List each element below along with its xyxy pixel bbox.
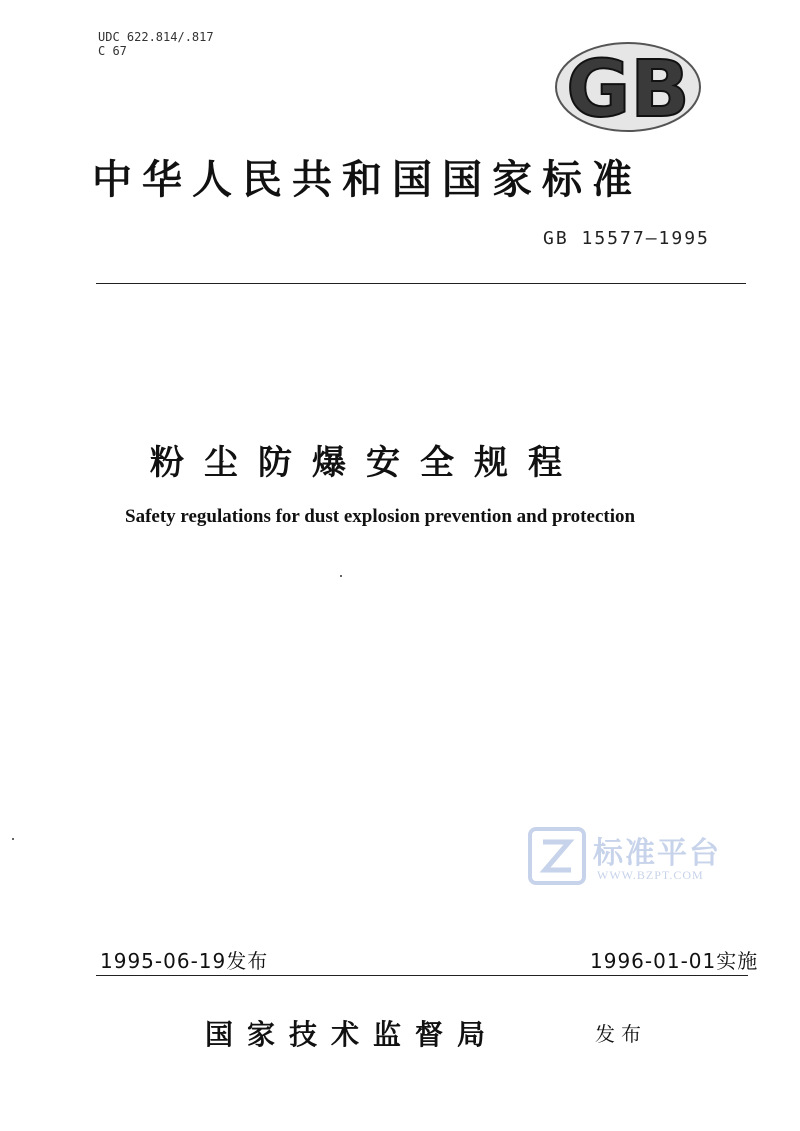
gb-logo xyxy=(553,40,703,135)
document-title-en: Safety regulations for dust explosion prevention and protection xyxy=(125,506,636,527)
udc-line: UDC 622.814/.817 xyxy=(98,30,214,44)
footer-divider xyxy=(96,975,748,976)
gb-logo-text: GB xyxy=(566,45,690,135)
document-title-cn: 粉尘防爆安全规程 xyxy=(150,443,582,483)
header-divider xyxy=(96,283,746,284)
scan-speck xyxy=(12,838,14,840)
watermark-text-cn: 标准平台 xyxy=(593,836,721,871)
publish-date: 1995-06-19发布 xyxy=(100,949,269,973)
classification-line: C 67 xyxy=(98,44,127,58)
scan-speck xyxy=(340,575,342,577)
watermark xyxy=(527,826,727,886)
national-standard-title: 中华人民共和国国家标准 xyxy=(92,156,642,203)
implement-date: 1996-01-01实施 xyxy=(590,949,759,973)
watermark-badge-icon xyxy=(527,826,587,886)
udc-code xyxy=(98,30,214,58)
standard-number: GB 15577—1995 xyxy=(543,228,710,249)
watermark-url: WWW.BZPT.COM xyxy=(597,868,704,882)
issue-label: 发布 xyxy=(595,1022,647,1046)
issuing-authority: 国家技术监督局 xyxy=(205,1018,500,1051)
